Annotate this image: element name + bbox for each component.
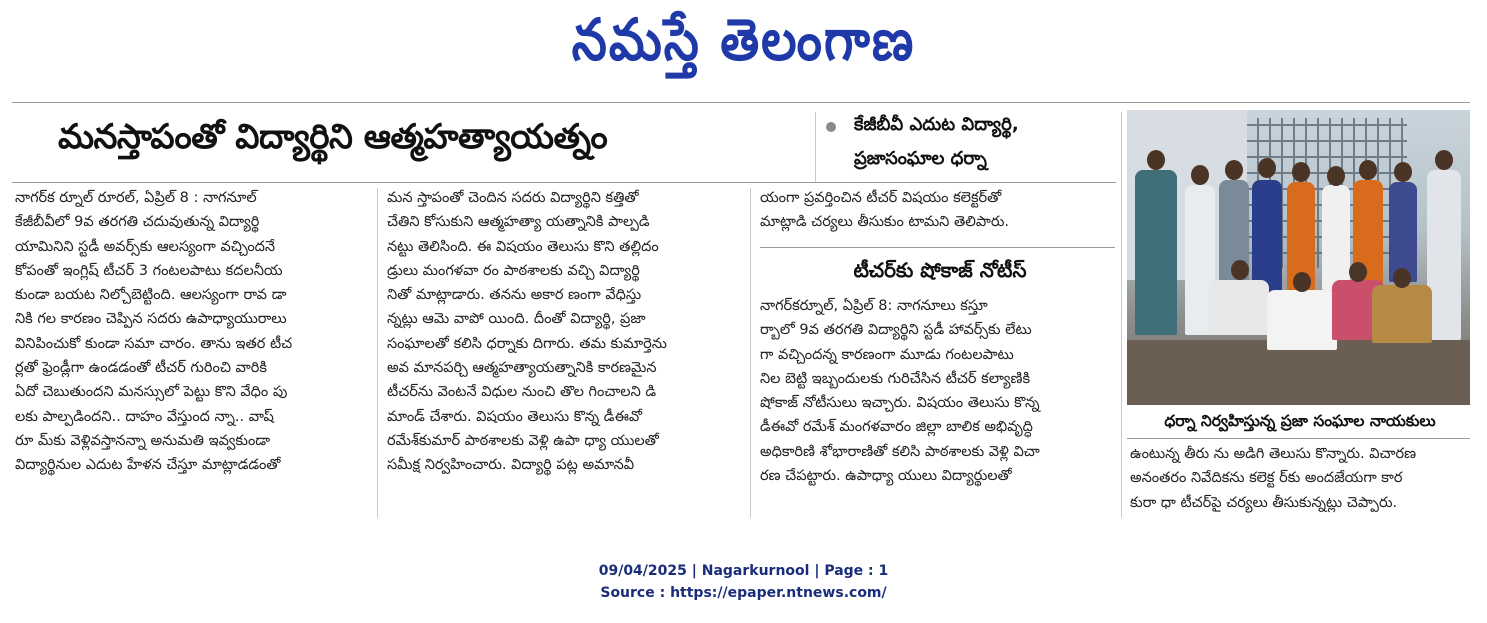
text-line: కురా ధా టీచర్‌పై చర్యలు తీసుకున్నట్లు చెప్పారు. [1130,494,1398,511]
column-divider [377,188,378,518]
photo-person-head [1231,260,1249,280]
text-line: అవ మానపర్చి ఆత్మహత్యాయత్నానికి కారణమైన [387,360,657,377]
text-line: అనంతరం నివేదికను కలెక్ట ర్‌కు అందజేయగా కార [1130,470,1403,487]
photo-person [1427,170,1461,340]
masthead [0,0,1487,95]
text-line: ఉంటున్న తీరు ను అడిగి తెలుసు కొన్నారు. విచారణ [1130,446,1417,462]
text-line: నట్టు తెలిసింది. ఈ విషయం తెలుసు కొని తల్లిదం [387,238,659,255]
text-line: కుండా బయట నిల్చోబెట్టింది. ఆలస్యంగా రావ డా [15,287,287,304]
text-line: వినిపించుకో కుండా సమా చారం. తాను ఇతర టీచ [15,335,293,352]
photo-seated-person [1267,290,1337,350]
text-line: సంఘాలతో కలిసి ధర్నాకు దిగారు. తమ కుమార్తెను [387,335,667,352]
text-line: టీచర్‌ను వెంటనే విధుల నుంచి తొల గించాలని డి [387,384,657,401]
text-line: కేజీబీవీలో 9వ తరగతి చదువుతున్న విద్యార్థి [15,214,260,231]
photo-person-head [1292,162,1310,182]
box-headline: టీచర్‌కు షోకాజ్ నోటీస్ [853,258,1027,282]
text-line: యామినిని స్టడీ అవర్స్‌కు ఆలస్యంగా వచ్చిందనే [15,238,276,255]
photo-person-head [1191,165,1209,185]
article-column-1 [15,186,370,516]
text-line: షోకాజ్ నోటీసులు ఇచ్చారు. విషయం తెలుసు కొన్న [760,395,1040,412]
text-line: రమేశ్‌కుమార్ పాఠశాలకు వెళ్లి ఉపా ధ్యా యులతో [387,432,659,449]
article-subhead [826,114,1116,180]
article-column-2 [387,186,742,516]
article-headline: మనస్తాపంతో విద్యార్థిని ఆత్మహత్యాయత్నం [58,117,608,157]
showcause-story [760,294,1115,516]
text-line: సమీక్ష నిర్వహించారు. విద్యార్థి పట్ల అమానవీ [387,457,635,474]
photo-person [1252,180,1282,295]
headline-divider [815,112,816,182]
protest-photo [1127,110,1470,405]
photo-person-head [1293,272,1311,292]
photo-person [1322,185,1350,290]
photo-person-head [1327,166,1345,186]
article-column-3 [760,186,1115,238]
photo-person-head [1394,162,1412,182]
text-line: రూ మ్‌కు వెళ్లివస్తానన్నా అనుమతి ఇవ్వకుండా [15,432,271,449]
bullet-icon [826,122,836,132]
text-line: విద్యార్థినుల ఎదుట హేళన చేస్తూ మాట్లాడడంతో [15,457,281,474]
text-line: ఏదో చెబుతుందని మనస్సులో పెట్టు కొని వేధిం పు [15,384,288,401]
text-line: గా వచ్చిందన్న కారణంగా మూడు గంటలపాటు [760,346,1014,363]
text-line: కోపంతో ఇంగ్లిష్ టీచర్ 3 గంటలపాటు కదలనీయ [15,262,283,279]
text-line: యంగా ప్రవర్తించిన టీచర్ విషయం కలెక్టర్‌తో [760,190,1002,206]
article-column-4 [1130,442,1470,518]
text-line: న్నట్లు ఆమె వాపో యింది. దీంతో విద్యార్థి, ప్రజా [387,311,646,328]
column-divider [1121,112,1122,518]
text-line: మన స్తాపంతో చెందిన సదరు విద్యార్థిని కత్తితో [387,190,639,206]
photo-person-head [1349,262,1367,282]
text-line: ర్లతో ఫ్రెండ్లీగా ఉండడంతో టీచర్ గురించి వారికి [15,360,267,377]
text-line: నాగర్‌కర్నూల్, ఏప్రిల్ 8: నాగనూలు కస్తూ [760,298,988,314]
photo-person-head [1393,268,1411,288]
text-line: డ్రులు మంగళవా రం పాఠశాలకు వచ్చి విద్యార్థి [387,262,640,279]
newspaper-title: నమస్తే తెలంగాణ [571,6,916,74]
photo-person-head [1258,158,1276,178]
text-line: నాగర్‌క ర్నూల్ రూరల్, ఏప్రిల్ 8 : నాగనూల్ [15,190,257,206]
text-line: చేతిని కోసుకుని ఆత్మహత్యా యత్నానికి పాల్పడి [387,214,650,231]
photo-person-head [1359,160,1377,180]
footer-source: Source : https://epaper.ntnews.com/ [600,585,887,601]
column-divider [750,188,751,518]
photo-person [1389,182,1417,282]
text-line: రణ చేపట్టారు. ఉపాధ్యా యులు విద్యార్థులతో [760,468,1012,485]
footer-edition-info: 09/04/2025 | Nagarkurnool | Page : 1 [598,563,889,579]
caption-divider [1127,438,1470,439]
text-line: మాండ్ చేశారు. విషయం తెలుసు కొన్న డీఈవో [387,408,643,425]
photo-caption: ధర్నా నిర్వహిస్తున్న ప్రజా సంఘాల నాయకులు [1164,412,1436,430]
text-line: లకు పాల్పడిందని.. దాహం వేస్తుంద న్నా.. వాష్ [15,408,274,425]
subhead-line-2: ప్రజాసంఘాల ధర్నా [854,148,987,169]
box-divider [760,247,1115,248]
masthead-divider [12,102,1470,103]
text-line: మాట్లాడి చర్యలు తీసుకుం టామని తెలిపారు. [760,214,1010,231]
photo-person [1135,170,1177,335]
photo-seated-person [1372,285,1432,343]
text-line: నితో మాట్లాడారు. తనను అకార ణంగా వేధిస్తు [387,287,642,304]
photo-person-head [1225,160,1243,180]
subhead-line-1: కేజీబీవీ ఎదుట విద్యార్థి, [854,114,1019,135]
text-line: నికి గల కారణం చెప్పిన సదరు ఉపాధ్యాయురాలు [15,311,287,328]
photo-seated-person [1209,280,1269,335]
text-line: ర్బాలో 9వ తరగతి విద్యార్థిని స్టడీ హావర్స్‌కు లేటు [760,322,1032,339]
photo-person-head [1435,150,1453,170]
headline-underline [12,182,1116,183]
text-line: నిల బెట్టి ఇబ్బందులకు గురిచేసిన టీచర్ కల్యాణికి [760,370,1031,387]
text-line: అధికారిణి శోభారాణితో కలిసి పాఠశాలకు వెళ్లి విచా [760,443,1040,460]
text-line: డీఈవో రమేశ్ మంగళవారం జిల్లా బాలిక అభివృద్ధి [760,419,1033,436]
photo-person-head [1147,150,1165,170]
